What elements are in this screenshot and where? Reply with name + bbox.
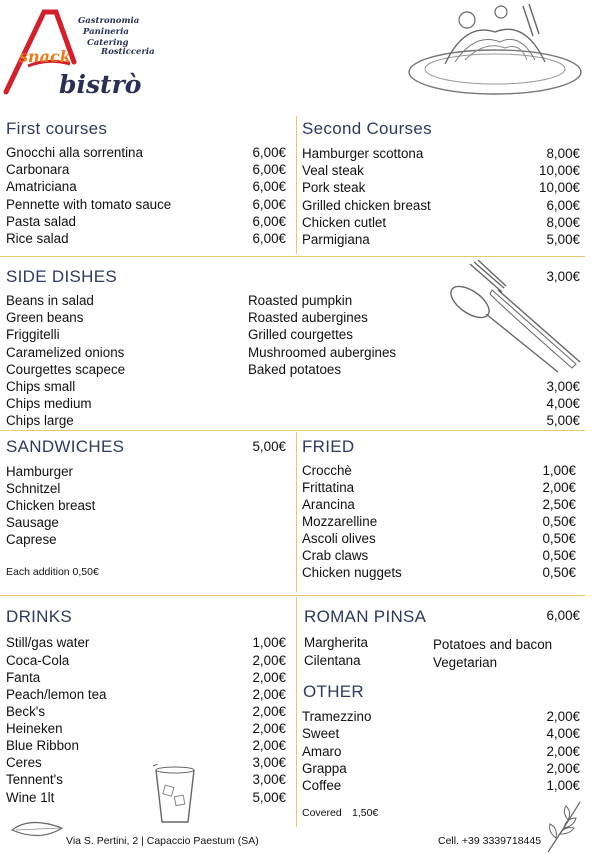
drink-glass-icon: [150, 764, 200, 826]
list-item: Crab claws: [302, 548, 369, 563]
list-item: Mushroomed aubergines: [248, 345, 397, 360]
other-title: OTHER: [303, 682, 364, 701]
logo-service-2: Panineria: [83, 27, 129, 37]
roman-pinsa-price: 6,00€: [546, 608, 580, 623]
sandwiches-addition-note: Each addition 0,50€: [6, 566, 99, 578]
list-item: Pennette with tomato sauce: [6, 197, 172, 212]
item-price: 5,00€: [252, 790, 286, 805]
item-price: 8,00€: [546, 146, 580, 161]
item-price: 8,00€: [546, 215, 580, 230]
logo-bistro: bistrò: [59, 70, 142, 99]
footer-address: Via S. Pertini, 2 | Capaccio Paestum (SA): [66, 835, 259, 847]
side-dishes-title: SIDE DISHES: [6, 267, 117, 286]
list-item: Tennent's: [6, 772, 63, 787]
list-item: Friggitelli: [6, 327, 60, 342]
item-price: 0,50€: [542, 565, 576, 580]
list-item: Beck's: [6, 704, 46, 719]
list-item: Chicken breast: [6, 498, 96, 513]
herb-sprig-icon: [544, 798, 586, 854]
footer-phone: Cell. +39 3339718445: [438, 835, 542, 847]
item-price: 3,00€: [252, 755, 286, 770]
list-item: Frittatina: [302, 480, 355, 495]
side-dishes-price: 3,00€: [546, 269, 580, 284]
item-price: 5,00€: [546, 413, 580, 428]
item-price: 6,00€: [252, 231, 286, 246]
item-price: 2,50€: [542, 497, 576, 512]
item-price: 0,50€: [542, 514, 576, 529]
list-item: Potatoes and bacon: [433, 637, 553, 652]
covered-price: 1,50€: [352, 807, 379, 819]
logo: [0, 0, 170, 110]
item-price: 2,00€: [252, 721, 286, 736]
logo-snack: snack: [19, 47, 71, 66]
fork-spoon-icon: [440, 260, 585, 375]
list-item: Chicken cutlet: [302, 215, 387, 230]
item-price: 0,50€: [542, 531, 576, 546]
item-price: 2,00€: [542, 480, 576, 495]
divider-vertical-3: [296, 597, 297, 827]
list-item: Caprese: [6, 532, 57, 547]
drinks-title: DRINKS: [6, 607, 73, 626]
list-item: Roasted aubergines: [248, 310, 368, 325]
list-item: Blue Ribbon: [6, 738, 79, 753]
list-item: Green beans: [6, 310, 84, 325]
item-price: 6,00€: [252, 145, 286, 160]
list-item: Veal steak: [302, 163, 364, 178]
list-item: Roasted pumpkin: [248, 293, 353, 308]
list-item: Carbonara: [6, 162, 70, 177]
item-price: 4,00€: [546, 396, 580, 411]
list-item: Chips large: [6, 413, 74, 428]
item-price: 1,00€: [252, 635, 286, 650]
fried-title: FRIED: [302, 437, 355, 456]
list-item: Pork steak: [302, 180, 366, 195]
item-price: 6,00€: [252, 214, 286, 229]
item-price: 5,00€: [546, 232, 580, 247]
list-item: Rice salad: [6, 231, 69, 246]
item-price: 2,00€: [546, 761, 580, 776]
list-item: Caramelized onions: [6, 345, 125, 360]
item-price: 6,00€: [252, 197, 286, 212]
divider-vertical-1: [296, 116, 297, 254]
list-item: Gnocchi alla sorrentina: [6, 145, 143, 160]
roman-pinsa-title: ROMAN PINSA: [304, 607, 427, 626]
list-item: Beans in salad: [6, 293, 94, 308]
list-item: Coffee: [302, 778, 342, 793]
list-item: Sweet: [302, 726, 340, 741]
item-price: 6,00€: [546, 198, 580, 213]
divider-horizontal-1: [0, 256, 585, 257]
list-item: Heineken: [6, 721, 63, 736]
list-item: Grilled chicken breast: [302, 198, 431, 213]
list-item: Amatriciana: [6, 179, 77, 194]
list-item: Sausage: [6, 515, 59, 530]
sandwiches-price: 5,00€: [252, 439, 286, 454]
list-item: Vegetarian: [433, 655, 498, 670]
leaf-icon: [10, 816, 66, 844]
divider-horizontal-2: [0, 430, 585, 431]
item-price: 3,00€: [252, 772, 286, 787]
list-item: Wine 1lt: [6, 790, 55, 805]
list-item: Schnitzel: [6, 481, 61, 496]
item-price: 2,00€: [252, 687, 286, 702]
covered-label: Covered: [302, 807, 342, 819]
item-price: 6,00€: [252, 162, 286, 177]
list-item: Arancina: [302, 497, 355, 512]
list-item: Peach/lemon tea: [6, 687, 107, 702]
first-courses-title: First courses: [6, 119, 108, 138]
item-price: 1,00€: [542, 463, 576, 478]
list-item: Hamburger: [6, 464, 73, 479]
list-item: Mozzarelline: [302, 514, 378, 529]
item-price: 10,00€: [539, 180, 580, 195]
list-item: Chips small: [6, 379, 76, 394]
item-price: 2,00€: [252, 738, 286, 753]
list-item: Cilentana: [304, 653, 361, 668]
list-item: Baked potatoes: [248, 362, 342, 377]
item-price: 2,00€: [252, 670, 286, 685]
list-item: Coca-Cola: [6, 653, 70, 668]
list-item: Margherita: [304, 635, 369, 650]
list-item: Chips medium: [6, 396, 92, 411]
divider-horizontal-3: [0, 595, 585, 596]
list-item: Grappa: [302, 761, 347, 776]
list-item: Ceres: [6, 755, 42, 770]
item-price: 10,00€: [539, 163, 580, 178]
list-item: Pasta salad: [6, 214, 76, 229]
logo-service-3: Catering: [87, 38, 129, 48]
list-item: Still/gas water: [6, 635, 90, 650]
list-item: Chicken nuggets: [302, 565, 402, 580]
item-price: 6,00€: [252, 179, 286, 194]
list-item: Hamburger scottona: [302, 146, 424, 161]
item-price: 3,00€: [546, 379, 580, 394]
divider-vertical-2: [296, 432, 297, 592]
list-item: Ascoli olives: [302, 531, 376, 546]
list-item: Amaro: [302, 744, 342, 759]
list-item: Crocchè: [302, 463, 352, 478]
logo-service-1: Gastronomia: [78, 16, 140, 26]
list-item: Grilled courgettes: [248, 327, 353, 342]
item-price: 2,00€: [546, 709, 580, 724]
logo-service-4: Rosticceria: [101, 47, 155, 57]
item-price: 2,00€: [252, 704, 286, 719]
item-price: 2,00€: [252, 653, 286, 668]
item-price: 2,00€: [546, 744, 580, 759]
sandwiches-title: SANDWICHES: [6, 437, 125, 456]
item-price: 0,50€: [542, 548, 576, 563]
item-price: 4,00€: [546, 726, 580, 741]
list-item: Courgettes scapece: [6, 362, 126, 377]
pasta-plate-icon: [405, 2, 585, 100]
list-item: Fanta: [6, 670, 41, 685]
item-price: 1,00€: [546, 778, 580, 793]
second-courses-title: Second Courses: [302, 119, 432, 138]
list-item: Tramezzino: [302, 709, 372, 724]
list-item: Parmigiana: [302, 232, 370, 247]
